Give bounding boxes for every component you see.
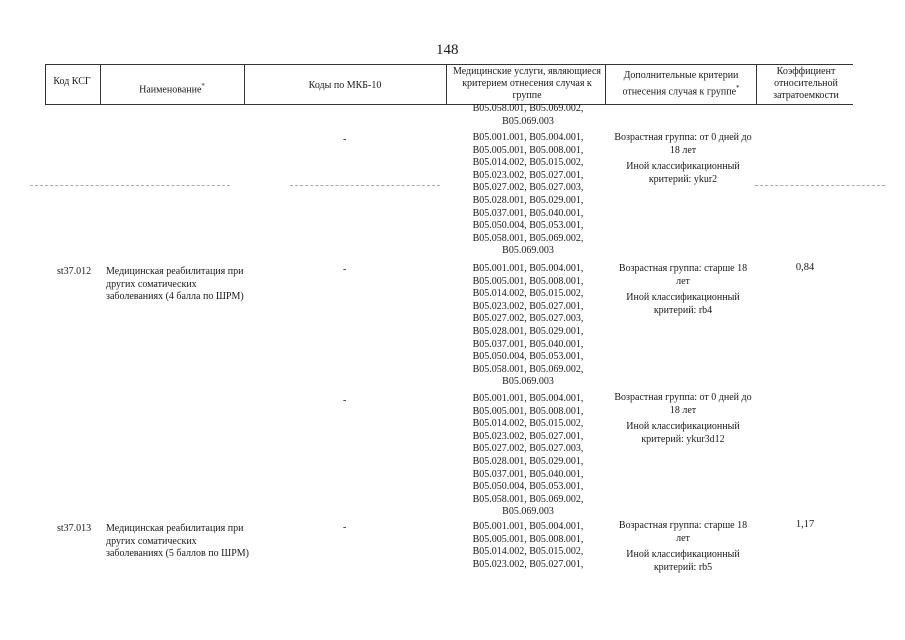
header-mkb: Коды по МКБ-10 — [308, 80, 382, 91]
criteria-age: Возрастная группа: старше 18 лет — [618, 520, 748, 544]
footnote-mark: * — [736, 84, 740, 92]
criteria-age: Возрастная группа: от 0 дней до 18 лет — [614, 132, 752, 156]
criteria-other: Иной классификационный критерий: ykur2 — [626, 161, 740, 185]
criteria-other: Иной классификационный критерий: rb5 — [626, 549, 740, 573]
header-coef: Коэффициент относительной затратоемкости — [773, 66, 839, 101]
row-name: Медицинская реабилитация при других соматических заболеваниях (4 балла по ШРМ) — [106, 266, 244, 303]
services-cell: B05.001.001, B05.004.001, B05.005.001, B05.008.001, B05.014.002, B05.015.002, B05.023.002, B05.027.001, B05.027.002, B05.027.003, B05.028.001, B05.029.001, B05.037.001, B05.040.001, B05.050.004, B05.053.001, B05.058.001, B05.069.002, B05.069.003 — [472, 263, 584, 388]
criteria-age: Возрастная группа: от 0 дней до 18 лет — [614, 392, 752, 416]
header-divider — [756, 64, 757, 105]
header-divider — [446, 64, 447, 105]
scan-noise — [755, 185, 885, 188]
row-code: st37.012 — [57, 266, 92, 277]
services-cell: B05.001.001, B05.004.001, B05.005.001, B05.008.001, B05.014.002, B05.015.002, B05.023.002, B05.027.001, B05.027.002, B05.027.003, B05.028.001, B05.029.001, B05.037.001, B05.040.001, B05.050.004, B05.053.001, B05.058.001, B05.069.002, B05.069.003 — [472, 132, 584, 257]
row-name: Медицинская реабилитация при других соматических заболеваниях (5 баллов по ШРМ) — [106, 523, 249, 560]
criteria-age: Возрастная группа: старше 18 лет — [618, 263, 748, 287]
row-code: st37.013 — [57, 523, 92, 534]
mkb-cell: - — [343, 522, 347, 533]
criteria-cell — [613, 263, 753, 321]
row-coefficient: 0,84 — [795, 262, 815, 273]
page-number: 148 — [436, 42, 459, 58]
header-divider — [244, 64, 245, 105]
mkb-cell: - — [343, 264, 347, 275]
services-cell: B05.001.001, B05.004.001, B05.005.001, B05.008.001, B05.014.002, B05.015.002, B05.023.002, B05.027.001, B05.027.002, B05.027.003, B05.028.001, B05.029.001, B05.037.001, B05.040.001, B05.050.004, B05.053.001, B05.058.001, B05.069.002, B05.069.003 — [472, 393, 584, 518]
header-divider — [605, 64, 606, 105]
footnote-mark: * — [201, 82, 205, 90]
row-coefficient: 1,17 — [795, 519, 815, 530]
criteria-cell — [613, 520, 753, 578]
mkb-cell: - — [343, 395, 347, 406]
header-top-border — [45, 64, 853, 65]
services-cell: B05.058.001, B05.069.002, B05.069.003 — [472, 103, 584, 127]
header-code: Код КСГ — [53, 76, 91, 87]
scan-noise — [30, 185, 230, 188]
criteria-other: Иной классификационный критерий: ykur3d12 — [626, 421, 740, 445]
criteria-cell — [613, 132, 753, 190]
criteria-other: Иной классификационный критерий: rb4 — [626, 292, 740, 316]
mkb-cell: - — [343, 134, 347, 145]
criteria-cell — [613, 392, 753, 450]
scan-noise — [290, 185, 440, 188]
header-services: Медицинские услуги, являющиеся критерием отнесения случая к группе — [452, 66, 602, 101]
header-criteria: Дополнительные критерии отнесения случая к группе* — [622, 70, 740, 98]
header-name: Наименование* — [139, 82, 205, 96]
header-divider — [45, 64, 46, 105]
header-divider — [100, 64, 101, 105]
services-cell: B05.001.001, B05.004.001, B05.005.001, B05.008.001, B05.014.002, B05.015.002, B05.023.002, B05.027.001, — [472, 521, 584, 570]
